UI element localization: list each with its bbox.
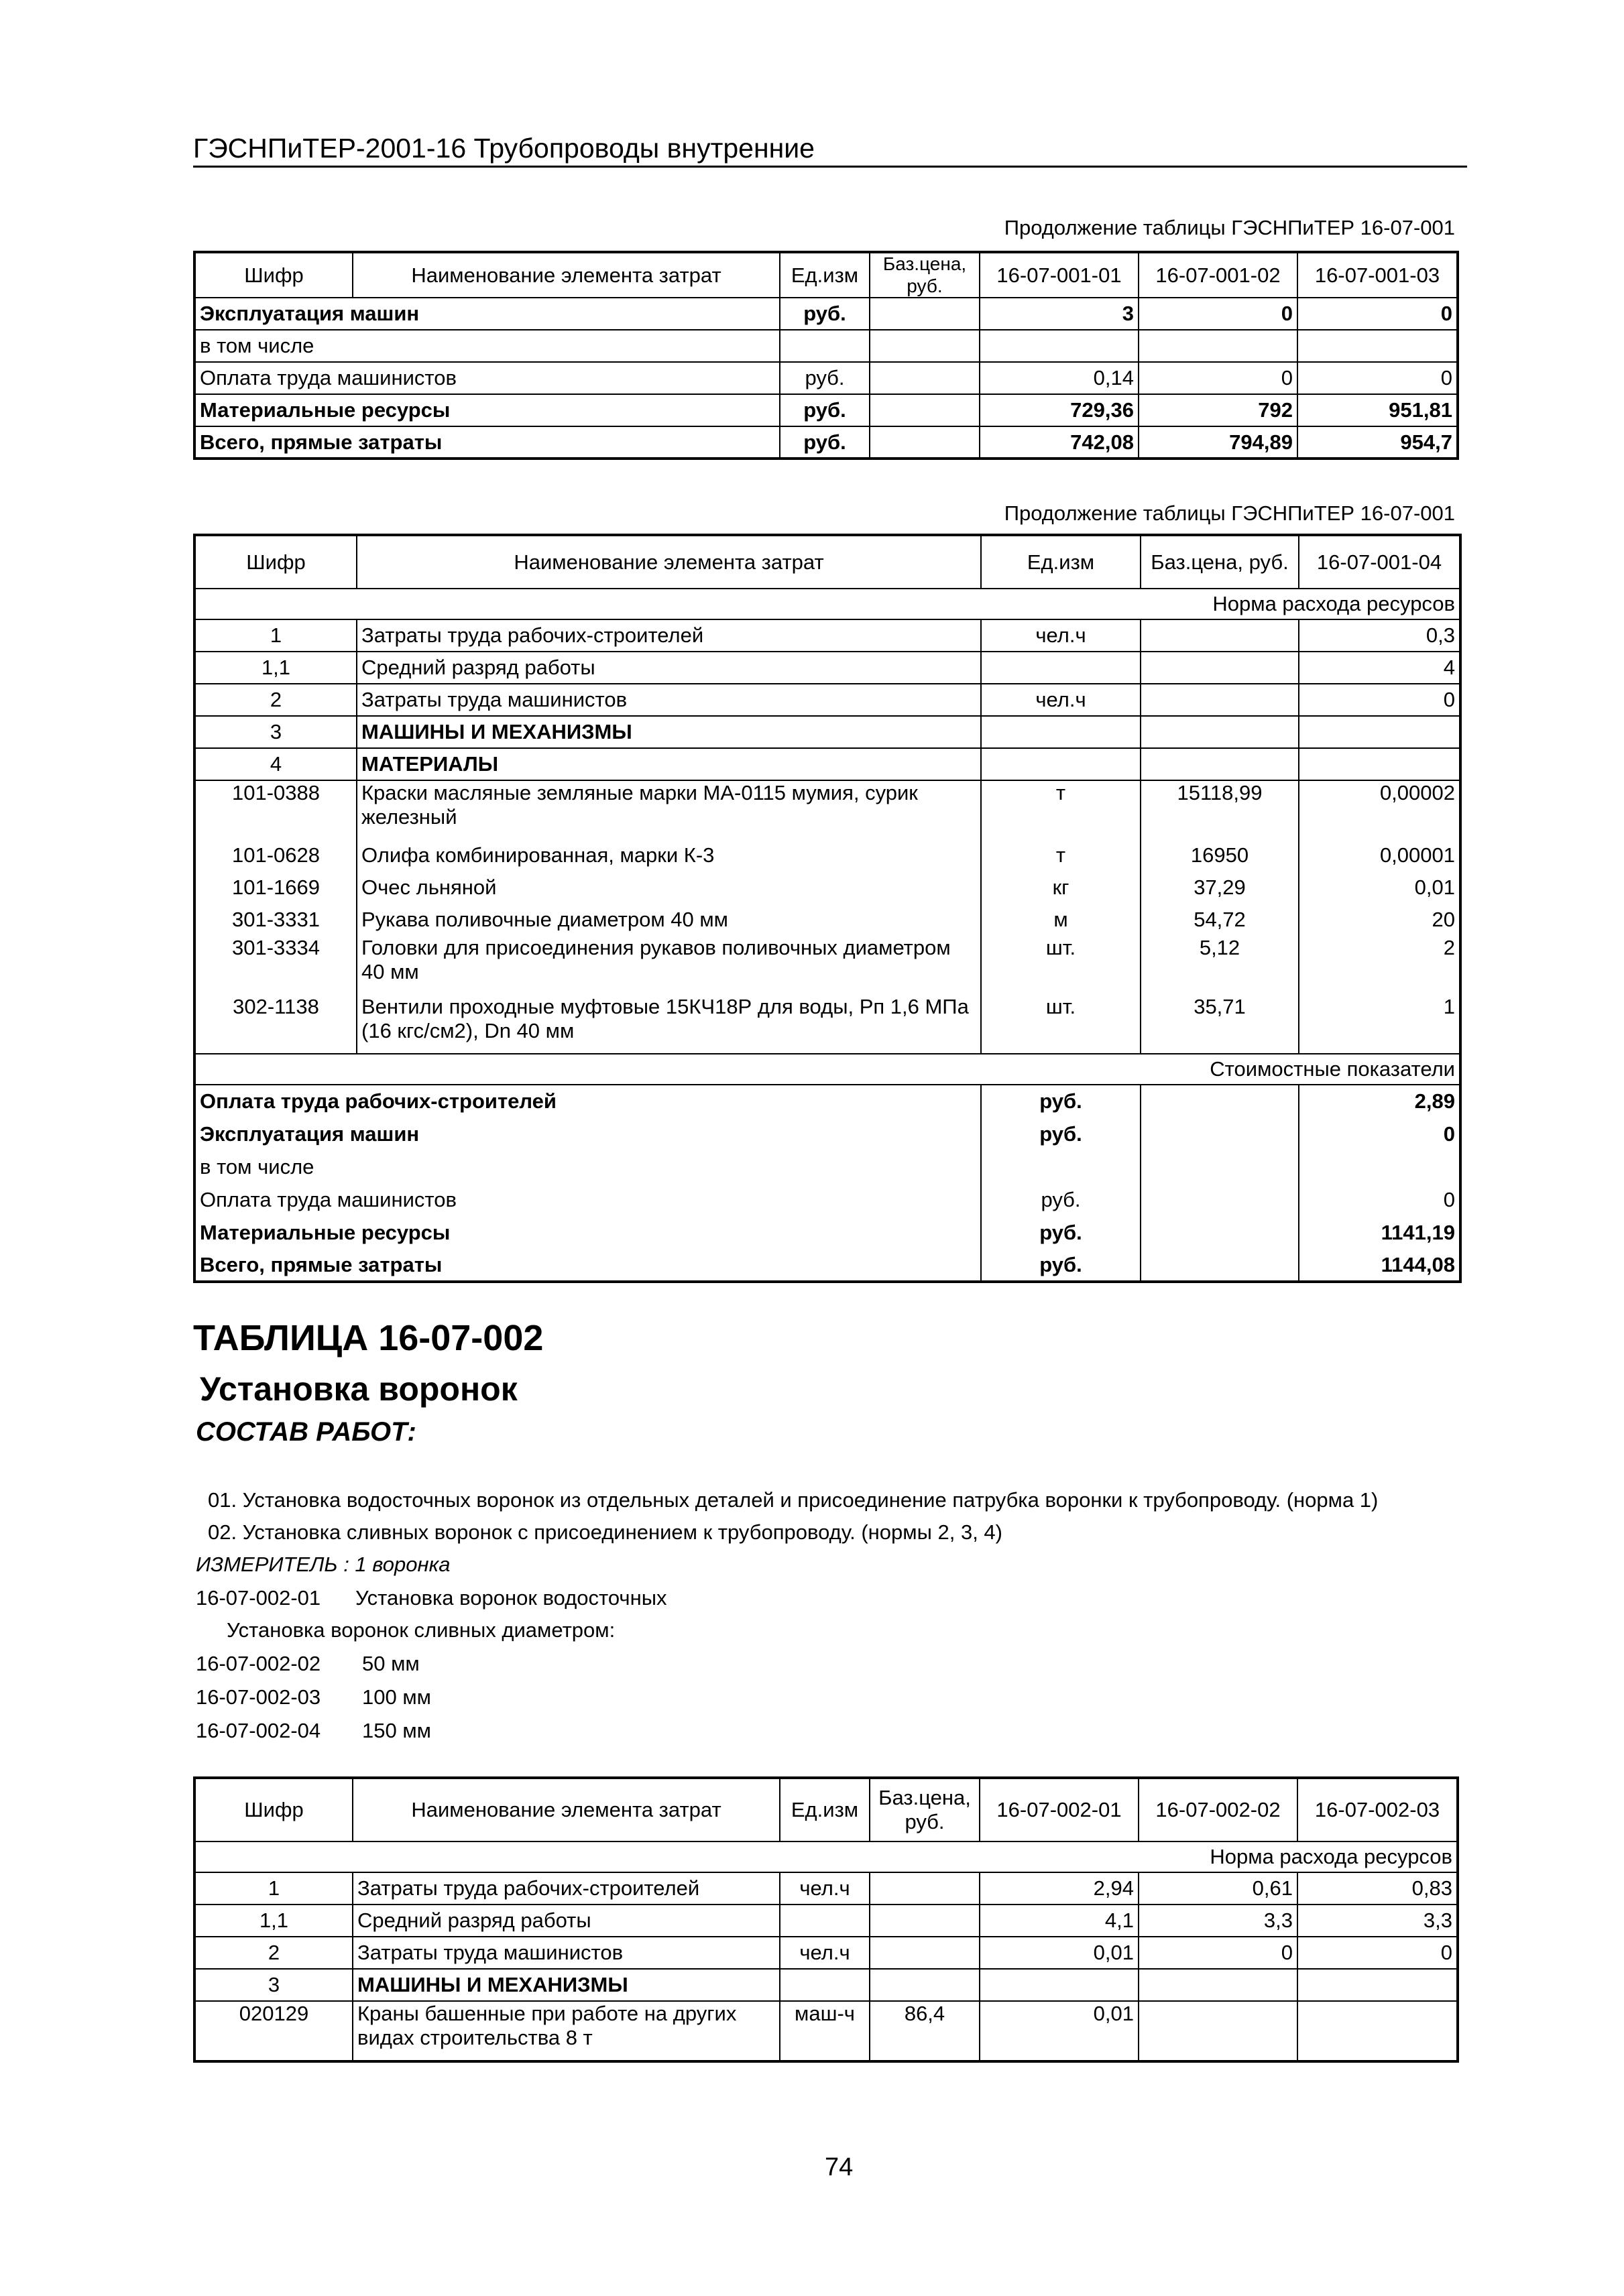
row-code: 3 (194, 716, 357, 748)
row-name: Оплата труда машинистов (194, 1183, 981, 1216)
row-value-1: 3 (980, 298, 1139, 330)
row-value-1: 0,01 (980, 1937, 1139, 1969)
norm-label: Норма расхода ресурсов (194, 589, 1460, 619)
row-value-1: 729,36 (980, 394, 1139, 426)
item-text: Установка воронок сливных диаметром: (227, 1618, 616, 1642)
table-row (194, 1216, 1460, 1249)
row-code: 1 (194, 1872, 353, 1905)
table-row (194, 394, 1458, 426)
row-value-3: 0 (1297, 362, 1458, 394)
table2 (193, 534, 1462, 1283)
row-unit: руб. (981, 1216, 1141, 1249)
table-row (194, 995, 1460, 1054)
row-value-3: 954,7 (1297, 426, 1458, 459)
document-header: ГЭСНПиТЕР-2001-16 Трубопроводы внутренние (193, 133, 815, 164)
row-name: Материальные ресурсы (194, 394, 780, 426)
table-row (194, 1872, 1458, 1905)
row-code: 101-1669 (194, 871, 357, 904)
row-name: Затраты труда машинистов (353, 1937, 780, 1969)
page-number: 74 (825, 2153, 854, 2181)
row-code: 302-1138 (194, 995, 357, 1054)
table-row (194, 1085, 1460, 1117)
row-unit: руб. (981, 1085, 1141, 1117)
table3-header-code: Шифр (194, 1778, 353, 1841)
row-name: МАТЕРИАЛЫ (357, 748, 981, 780)
row-name: в том числе (194, 1150, 981, 1183)
row-unit (981, 748, 1141, 780)
composition-heading: СОСТАВ РАБОТ: (196, 1417, 416, 1447)
row-unit: шт. (981, 936, 1141, 995)
table-row (194, 839, 1460, 871)
row-value-2: 0 (1139, 362, 1297, 394)
row-unit (981, 1150, 1141, 1183)
row-value-3: 3,3 (1297, 1905, 1458, 1937)
row-price (1141, 716, 1299, 748)
table1-continuation: Продолжение таблицы ГЭСНПиТЕР 16-07-001 (1004, 216, 1455, 239)
row-name: Затраты труда рабочих-строителей (353, 1872, 780, 1905)
row-name: МАШИНЫ И МЕХАНИЗМЫ (353, 1969, 780, 2001)
row-price (870, 394, 980, 426)
item-code: 16-07-002-04 (196, 1719, 321, 1742)
row-name: Рукава поливочные диаметром 40 мм (357, 904, 981, 936)
row-unit: шт. (981, 995, 1141, 1054)
row-price (870, 298, 980, 330)
row-value-1: 0,14 (980, 362, 1139, 394)
row-value-3: 0 (1297, 1937, 1458, 1969)
row-value-2: 794,89 (1139, 426, 1297, 459)
row-value: 0,00002 (1299, 780, 1460, 839)
table2-header-col1: 16-07-001-04 (1299, 535, 1460, 589)
table-row (194, 1150, 1460, 1183)
row-value: 0 (1299, 1117, 1460, 1150)
item-code: 16-07-002-01 (196, 1586, 321, 1610)
table-row (194, 1969, 1458, 2001)
row-code: 4 (194, 748, 357, 780)
row-code: 1,1 (194, 652, 357, 684)
row-unit (981, 716, 1141, 748)
row-unit (780, 1969, 870, 2001)
table-row (194, 1937, 1458, 1969)
table3-header-col1: 16-07-002-01 (980, 1778, 1139, 1841)
row-name: Эксплуатация машин (194, 1117, 981, 1150)
item-text: 50 мм (362, 1652, 420, 1675)
table-row (194, 362, 1458, 394)
row-value-3: 0 (1297, 298, 1458, 330)
row-name: Затраты труда рабочих-строителей (357, 619, 981, 652)
row-unit (780, 330, 870, 362)
row-value-3 (1297, 330, 1458, 362)
row-name: Материальные ресурсы (194, 1216, 981, 1249)
row-value: 0,01 (1299, 871, 1460, 904)
row-price: 86,4 (870, 2001, 980, 2061)
row-unit: маш-ч (780, 2001, 870, 2061)
row-price (870, 1937, 980, 1969)
row-value: 20 (1299, 904, 1460, 936)
row-value-2: 0,61 (1139, 1872, 1297, 1905)
row-code: 101-0628 (194, 839, 357, 871)
header-rule (193, 166, 1467, 168)
row-price (1141, 1085, 1299, 1117)
row-price (870, 330, 980, 362)
table-row (194, 298, 1458, 330)
row-value: 1 (1299, 995, 1460, 1054)
row-name: Очес льняной (357, 871, 981, 904)
row-unit: кг (981, 871, 1141, 904)
row-price (1141, 1183, 1299, 1216)
row-value: 2 (1299, 936, 1460, 995)
row-unit: чел.ч (981, 619, 1141, 652)
table-row (194, 426, 1458, 459)
work-item-1: 01. Установка водосточных воронок из отдельных деталей и присоединение патрубка воронки к трубопроводу. (норма 1) (208, 1488, 1379, 1512)
table2-header-price: Баз.цена, руб. (1141, 535, 1299, 589)
table2-header-code: Шифр (194, 535, 357, 589)
table-row (194, 2001, 1458, 2061)
table-row (194, 1117, 1460, 1150)
row-unit: чел.ч (780, 1872, 870, 1905)
work-item-2: 02. Установка сливных воронок с присоединением к трубопроводу. (нормы 2, 3, 4) (208, 1520, 1002, 1544)
table-row (194, 684, 1460, 716)
table-row (194, 652, 1460, 684)
row-price (870, 1905, 980, 1937)
row-code: 2 (194, 1937, 353, 1969)
table-row (194, 1905, 1458, 1937)
table1-header-unit: Ед.изм (780, 252, 870, 298)
meter: ИЗМЕРИТЕЛЬ : 1 воронка (196, 1553, 451, 1576)
row-name: Олифа комбинированная, марки К-3 (357, 839, 981, 871)
row-price (1141, 1216, 1299, 1249)
table3-header-col2: 16-07-002-02 (1139, 1778, 1297, 1841)
section-title: ТАБЛИЦА 16-07-002 (193, 1318, 544, 1358)
cost-label: Стоимостные показатели (194, 1054, 1460, 1085)
row-value-1: 4,1 (980, 1905, 1139, 1937)
row-value-1: 0,01 (980, 2001, 1139, 2061)
row-value-2 (1139, 2001, 1297, 2061)
row-value: 1144,08 (1299, 1249, 1460, 1282)
norm-label: Норма расхода ресурсов (194, 1841, 1458, 1872)
section-subtitle: Установка воронок (200, 1370, 518, 1408)
row-name: Головки для присоединения рукавов поливочных диаметром 40 мм (357, 936, 981, 995)
item-text: 150 мм (362, 1719, 431, 1742)
row-code: 1,1 (194, 1905, 353, 1937)
row-unit: т (981, 780, 1141, 839)
table3-header-price: Баз.цена, руб. (870, 1778, 980, 1841)
table1-header-price: Баз.цена, руб. (870, 252, 980, 298)
table3-header-unit: Ед.изм (780, 1778, 870, 1841)
row-unit (780, 1905, 870, 1937)
row-price (870, 1872, 980, 1905)
row-unit: руб. (780, 394, 870, 426)
row-value (1299, 716, 1460, 748)
row-code: 101-0388 (194, 780, 357, 839)
row-unit (981, 652, 1141, 684)
row-unit: т (981, 839, 1141, 871)
row-code: 3 (194, 1969, 353, 2001)
row-price: 15118,99 (1141, 780, 1299, 839)
row-value: 0 (1299, 684, 1460, 716)
row-price (1141, 748, 1299, 780)
table-row (194, 748, 1460, 780)
table1-header-name: Наименование элемента затрат (353, 252, 780, 298)
row-unit: руб. (780, 426, 870, 459)
row-value (1299, 748, 1460, 780)
row-price (870, 362, 980, 394)
table1-header-col1: 16-07-001-01 (980, 252, 1139, 298)
row-name: Средний разряд работы (353, 1905, 780, 1937)
table3 (193, 1776, 1459, 2063)
row-value-3: 951,81 (1297, 394, 1458, 426)
table-row (194, 716, 1460, 748)
row-price (870, 426, 980, 459)
item-text: Установка воронок водосточных (355, 1586, 667, 1610)
row-unit: руб. (981, 1117, 1141, 1150)
row-value-2: 3,3 (1139, 1905, 1297, 1937)
row-value-1: 742,08 (980, 426, 1139, 459)
row-price (1141, 619, 1299, 652)
row-value: 0 (1299, 1183, 1460, 1216)
row-value-1: 2,94 (980, 1872, 1139, 1905)
table1-header-col3: 16-07-001-03 (1297, 252, 1458, 298)
row-price (870, 1969, 980, 2001)
row-value-3: 0,83 (1297, 1872, 1458, 1905)
table-row (194, 1249, 1460, 1282)
row-value-1 (980, 1969, 1139, 2001)
row-value-2: 0 (1139, 298, 1297, 330)
table2-header-unit: Ед.изм (981, 535, 1141, 589)
row-value-2 (1139, 330, 1297, 362)
row-value-2: 792 (1139, 394, 1297, 426)
table2-header-name: Наименование элемента затрат (357, 535, 981, 589)
table-row (194, 936, 1460, 995)
row-price: 35,71 (1141, 995, 1299, 1054)
table2-continuation: Продолжение таблицы ГЭСНПиТЕР 16-07-001 (1004, 501, 1455, 525)
row-value-1 (980, 330, 1139, 362)
row-value-3 (1297, 1969, 1458, 2001)
row-code: 1 (194, 619, 357, 652)
row-unit: м (981, 904, 1141, 936)
row-name: в том числе (194, 330, 780, 362)
item-text: 100 мм (362, 1685, 431, 1709)
row-price (1141, 684, 1299, 716)
table1 (193, 251, 1459, 460)
row-code: 301-3334 (194, 936, 357, 995)
row-value-2 (1139, 1969, 1297, 2001)
row-price (1141, 1117, 1299, 1150)
row-price: 54,72 (1141, 904, 1299, 936)
row-price: 37,29 (1141, 871, 1299, 904)
row-name: Краски масляные земляные марки МА-0115 мумия, сурик железный (357, 780, 981, 839)
row-unit: чел.ч (981, 684, 1141, 716)
row-price: 16950 (1141, 839, 1299, 871)
row-name: Затраты труда машинистов (357, 684, 981, 716)
table-row (194, 619, 1460, 652)
table-row (194, 871, 1460, 904)
row-price (1141, 1249, 1299, 1282)
table3-header-col3: 16-07-002-03 (1297, 1778, 1458, 1841)
row-unit: руб. (981, 1183, 1141, 1216)
row-name: Краны башенные при работе на других видах строительства 8 т (353, 2001, 780, 2061)
row-value: 4 (1299, 652, 1460, 684)
table-row (194, 1183, 1460, 1216)
row-code: 020129 (194, 2001, 353, 2061)
row-value-3 (1297, 2001, 1458, 2061)
table1-header-code: Шифр (194, 252, 353, 298)
row-unit: руб. (780, 362, 870, 394)
row-price (1141, 652, 1299, 684)
table-row (194, 904, 1460, 936)
row-name: Всего, прямые затраты (194, 426, 780, 459)
row-name: Вентили проходные муфтовые 15КЧ18Р для воды, Рп 1,6 МПа (16 кгс/см2), Dn 40 мм (357, 995, 981, 1054)
item-code: 16-07-002-03 (196, 1685, 321, 1709)
row-name: Оплата труда машинистов (194, 362, 780, 394)
row-name: Средний разряд работы (357, 652, 981, 684)
row-name: Эксплуатация машин (194, 298, 780, 330)
row-price: 5,12 (1141, 936, 1299, 995)
row-value: 0,3 (1299, 619, 1460, 652)
row-value: 0,00001 (1299, 839, 1460, 871)
row-unit: руб. (780, 298, 870, 330)
row-name: Всего, прямые затраты (194, 1249, 981, 1282)
table3-header-name: Наименование элемента затрат (353, 1778, 780, 1841)
row-value: 2,89 (1299, 1085, 1460, 1117)
row-price (1141, 1150, 1299, 1183)
row-value (1299, 1150, 1460, 1183)
row-unit: руб. (981, 1249, 1141, 1282)
item-code: 16-07-002-02 (196, 1652, 321, 1675)
table-row (194, 780, 1460, 839)
row-name: Оплата труда рабочих-строителей (194, 1085, 981, 1117)
row-code: 301-3331 (194, 904, 357, 936)
table-row (194, 330, 1458, 362)
row-value-2: 0 (1139, 1937, 1297, 1969)
table1-header-col2: 16-07-001-02 (1139, 252, 1297, 298)
row-value: 1141,19 (1299, 1216, 1460, 1249)
row-code: 2 (194, 684, 357, 716)
row-unit: чел.ч (780, 1937, 870, 1969)
row-name: МАШИНЫ И МЕХАНИЗМЫ (357, 716, 981, 748)
